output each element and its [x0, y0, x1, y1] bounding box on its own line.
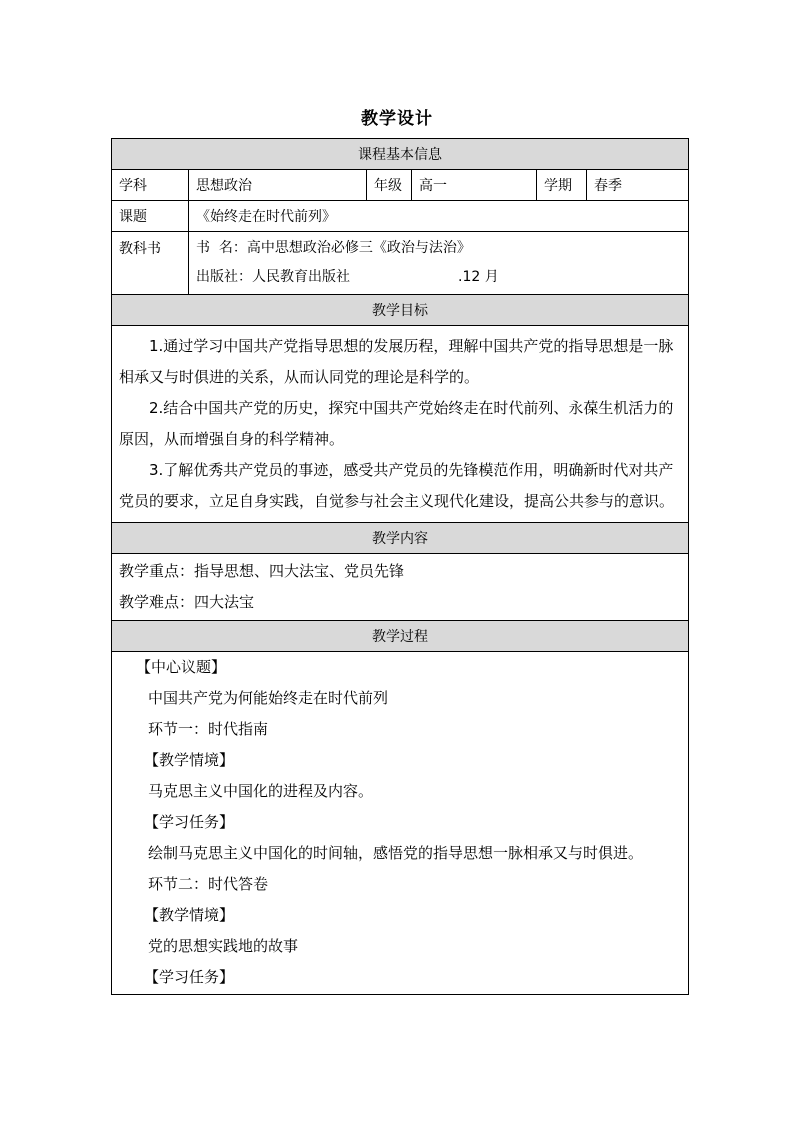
- subject-label: 学科: [112, 170, 189, 201]
- objective-item: 3.了解优秀共产党员的事迹，感受共产党员的先锋模范作用，明确新时代对共产党员的要求，立足自身实践，自觉参与社会主义现代化建设，提高公共参与的意识。: [119, 461, 675, 510]
- objective-item: 1.通过学习中国共产党指导思想的发展历程，理解中国共产党的指导思想是一脉相承又与时俱进的关系，从而认同党的理论是科学的。: [119, 337, 674, 386]
- book-name-label: 书 名：: [196, 240, 247, 256]
- document-title: 教学设计: [361, 109, 433, 129]
- topic-value: 《始终走在时代前列》: [189, 201, 689, 232]
- objectives-list: [112, 326, 689, 523]
- key-points: 教学重点：指导思想、四大法宝、党员先锋: [119, 562, 405, 580]
- topic-label: 课题: [112, 201, 189, 232]
- process-line: 【学习任务】: [144, 968, 235, 986]
- publisher-label: 出版社：: [196, 269, 252, 285]
- publish-date: .12 月: [458, 269, 499, 285]
- process-line: 【教学情境】: [144, 906, 235, 924]
- process-body: [112, 652, 689, 995]
- basic-info-header: 课程基本信息: [112, 139, 689, 170]
- process-line: 【中心议题】: [136, 658, 227, 676]
- grade-value: 高一: [412, 170, 537, 201]
- publisher-line: [196, 263, 681, 292]
- book-name-line: [196, 234, 681, 263]
- process-line: 绘制马克思主义中国化的时间轴，感悟党的指导思想一脉相承又与时俱进。: [148, 844, 644, 862]
- content-body: [112, 554, 689, 621]
- term-value: 春季: [587, 170, 689, 201]
- difficult-points: 教学难点：四大法宝: [119, 593, 255, 611]
- process-line: 马克思主义中国化的进程及内容。: [148, 782, 374, 800]
- process-line: 党的思想实践地的故事: [148, 937, 299, 955]
- content-header: 教学内容: [112, 523, 689, 554]
- textbook-label: 教科书: [112, 232, 189, 295]
- subject-value: 思想政治: [189, 170, 367, 201]
- process-header: 教学过程: [112, 621, 689, 652]
- process-line: 环节二：时代答卷: [148, 875, 269, 893]
- textbook-info: [189, 232, 689, 295]
- book-name-value: 高中思想政治必修三《政治与法治》: [246, 240, 471, 256]
- objective-item: 2.结合中国共产党的历史，探究中国共产党始终走在时代前列、永葆生机活力的原因，从而增强自身的科学精神。: [119, 399, 674, 448]
- grade-label: 年级: [367, 170, 412, 201]
- process-line: 中国共产党为何能始终走在时代前列: [148, 689, 389, 707]
- process-line: 【学习任务】: [144, 813, 235, 831]
- objectives-header: 教学目标: [112, 295, 689, 326]
- process-line: 【教学情境】: [144, 751, 235, 769]
- publisher-value: 人民教育出版社: [252, 269, 350, 285]
- lesson-plan-table: [111, 138, 689, 995]
- process-line: 环节一：时代指南: [148, 720, 269, 738]
- term-label: 学期: [537, 170, 587, 201]
